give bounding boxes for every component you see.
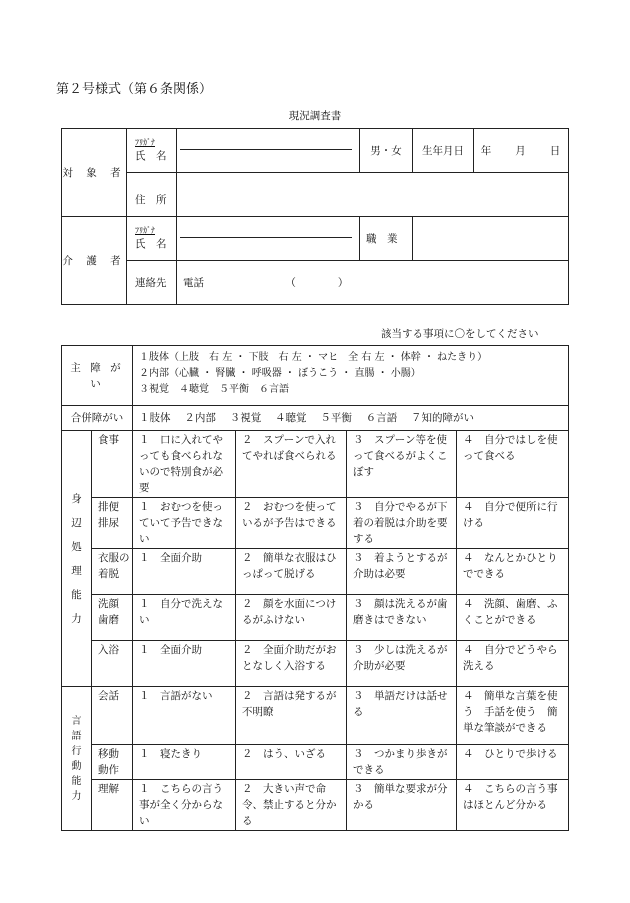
combined-disability-label: 合併障がい — [62, 406, 133, 431]
target-name-field[interactable] — [177, 129, 360, 173]
self-care-label: 身 辺 処 理 能 力 — [62, 431, 92, 687]
caregiver-furigana-label: ﾌﾘｶﾞﾅ — [135, 226, 155, 235]
item-label: 会話 — [92, 687, 133, 745]
person-info-table — [61, 128, 569, 305]
option-cell[interactable]: ２ 言語は発するが不明瞭 — [236, 687, 347, 745]
option-cell[interactable]: ４ 自分ではしを使って食べる — [457, 431, 569, 498]
speech-behavior-label: 言 語 行 動 能 力 — [62, 687, 92, 831]
option-cell[interactable]: ４ 洗顔、歯磨、ふくことができる — [457, 595, 569, 641]
item-label: 入浴 — [92, 641, 133, 687]
option-cell[interactable]: ３ つかまり歩きができる — [347, 745, 457, 780]
option-cell[interactable]: ２ 全面介助だがおとなしく入浴する — [236, 641, 347, 687]
target-name-label — [127, 129, 177, 173]
option-cell[interactable]: ３ 自分でやるが下着の着脱は介助を要する — [347, 498, 457, 549]
item-label: 洗顔 歯磨 — [92, 595, 133, 641]
item-label: 衣服の着脱 — [92, 549, 133, 595]
job-field[interactable] — [413, 217, 569, 261]
option-cell[interactable]: ３ 顔は洗えるが歯磨きはできない — [347, 595, 457, 641]
main-disability-options[interactable] — [133, 346, 569, 406]
option-cell[interactable]: １ 口に入れてやっても食べられないので特別食が必要 — [133, 431, 236, 498]
option-cell[interactable]: ２ 大きい声で命令、禁止すると分かる — [236, 780, 347, 831]
option-cell[interactable]: ２ おむつを使っているが予告はできる — [236, 498, 347, 549]
instruction-text: 該当する事項に〇をしてください — [381, 328, 539, 340]
caregiver-name-text: 氏 名 — [135, 238, 167, 250]
option-cell[interactable]: ３ 簡単な要求が分かる — [347, 780, 457, 831]
item-label: 食事 — [92, 431, 133, 498]
combined-disability-options[interactable]: １肢体 ２内部 ３視覚 ４聴覚 ５平衡 ６言語 ７知的障がい — [133, 406, 569, 431]
item-label: 理解 — [92, 780, 133, 831]
option-cell[interactable]: １ 全面介助 — [133, 641, 236, 687]
main-option-senses[interactable]: ３視覚 ４聴覚 ５平衡 ６言語 — [139, 384, 290, 395]
option-cell[interactable]: １ 全面介助 — [133, 549, 236, 595]
option-cell[interactable]: １ 寝たきり — [133, 745, 236, 780]
phone-label: 電話 — [183, 276, 204, 289]
option-cell[interactable]: ４ こちらの言う事はほとんど分かる — [457, 780, 569, 831]
birth-label: 生年月日 — [413, 129, 474, 173]
caregiver-furigana-line — [180, 225, 352, 238]
phone-parentheses: （ ） — [285, 276, 349, 289]
contact-field[interactable] — [177, 261, 569, 305]
target-person-label: 対 象 者 — [62, 129, 127, 217]
disability-table — [61, 345, 569, 831]
target-address-field[interactable] — [177, 173, 569, 217]
contact-label: 連絡先 — [127, 261, 177, 305]
main-disability-label: 主 障 が い — [62, 346, 133, 406]
document-title: 現況調査書 — [288, 110, 342, 122]
item-label: 排便 排尿 — [92, 498, 133, 549]
option-cell[interactable]: ２ はう、いざる — [236, 745, 347, 780]
birth-date-field[interactable]: 年 月 日 — [474, 129, 569, 173]
option-cell[interactable]: ４ 簡単な言葉を使う 手話を使う 簡単な筆談ができる — [457, 687, 569, 745]
main-option-physical[interactable]: １肢体（上肢 右 左 ・ 下肢 右 左 ・ マヒ 全 右 左 ・ 体幹 ・ ねたきり） — [139, 352, 488, 363]
option-cell[interactable]: ４ 自分で便所に行ける — [457, 498, 569, 549]
target-name-text: 氏 名 — [135, 150, 167, 162]
option-cell[interactable]: ３ 少しは洗えるが介助が必要 — [347, 641, 457, 687]
target-furigana-line — [180, 137, 352, 150]
option-cell[interactable]: ４ なんとかひとりでできる — [457, 549, 569, 595]
item-label: 移動 動作 — [92, 745, 133, 780]
option-cell[interactable]: ３ 着ようとするが介助は必要 — [347, 549, 457, 595]
caregiver-label: 介 護 者 — [62, 217, 127, 305]
caregiver-name-field[interactable] — [177, 217, 360, 261]
option-cell[interactable]: １ 言語がない — [133, 687, 236, 745]
option-cell[interactable]: １ こちらの言う事が全く分からない — [133, 780, 236, 831]
option-cell[interactable]: ２ 顔を水面につけるがふけない — [236, 595, 347, 641]
option-cell[interactable]: ４ ひとりで歩ける — [457, 745, 569, 780]
sex-label[interactable]: 男・女 — [360, 129, 413, 173]
option-cell[interactable]: ２ 簡単な衣服はひっぱって脱げる — [236, 549, 347, 595]
option-cell[interactable]: ３ スプーン等を使って食べるがよくこぼす — [347, 431, 457, 498]
target-address-label: 住 所 — [127, 173, 177, 217]
option-cell[interactable]: １ 自分で洗えない — [133, 595, 236, 641]
option-cell[interactable]: ２ スプーンで入れてやれば食べられる — [236, 431, 347, 498]
option-cell[interactable]: ３ 単語だけは話せる — [347, 687, 457, 745]
option-cell[interactable]: ４ 自分でどうやら洗える — [457, 641, 569, 687]
option-cell[interactable]: １ おむつを使っていて予告できない — [133, 498, 236, 549]
form-number: 第２号様式（第６条関係） — [56, 82, 213, 97]
main-option-internal[interactable]: ２内部（心臓 ・ 腎臓 ・ 呼吸器 ・ ぼうこう ・ 直腸 ・ 小腸） — [139, 368, 421, 379]
target-furigana-label: ﾌﾘｶﾞﾅ — [135, 138, 155, 147]
caregiver-name-label — [127, 217, 177, 261]
job-label: 職 業 — [360, 217, 413, 261]
